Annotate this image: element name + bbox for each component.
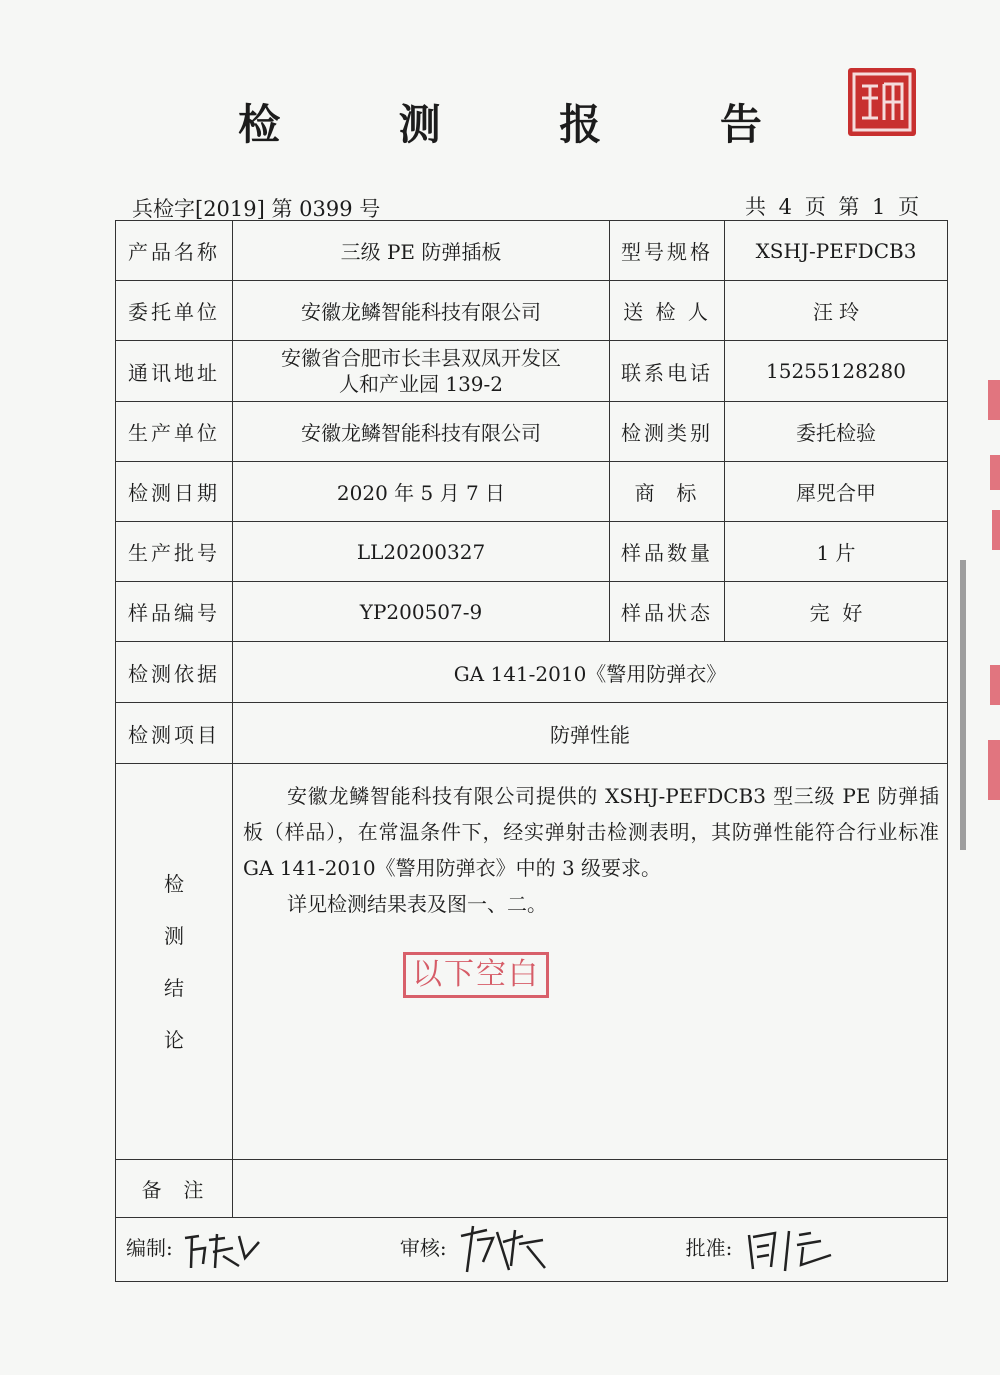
table-row	[116, 642, 948, 703]
basis-label: 检测依据	[116, 642, 233, 703]
conclusion-label-char: 结	[164, 975, 184, 1000]
model-value: XSHJ-PEFDCB3	[725, 221, 948, 281]
test-date-label: 检测日期	[116, 462, 233, 522]
batch-value: LL20200327	[233, 522, 610, 582]
brand-value: 犀兕合甲	[725, 462, 948, 522]
conclusion-label-char: 论	[164, 1027, 184, 1052]
table-row	[116, 764, 948, 1160]
signature-cell	[116, 1218, 948, 1282]
address-label: 通讯地址	[116, 341, 233, 402]
conclusion-label-char: 测	[164, 923, 184, 948]
item-value: 防弹性能	[233, 703, 948, 764]
compiled-by-label: 编制:	[126, 1236, 173, 1260]
report-title: 检 测 报 告	[238, 100, 814, 149]
signature-row	[116, 1218, 948, 1282]
conclusion-paragraph: 安徽龙鳞智能科技有限公司提供的 XSHJ-PEFDCB3 型三级 PE 防弹插板（样品），在常温条件下，经实弹射击检测表明，其防弹性能符合行业标准 GA 141-2010《警用防弹衣》中的 3 级要求。	[243, 784, 939, 880]
conclusion-text	[233, 764, 948, 1160]
remarks-value	[233, 1160, 948, 1218]
phone-value: 15255128280	[725, 341, 948, 402]
phone-label: 联系电话	[610, 341, 725, 402]
sample-state-label: 样品状态	[610, 582, 725, 642]
table-row	[116, 1160, 948, 1218]
sample-no-label: 样品编号	[116, 582, 233, 642]
table-row	[116, 281, 948, 341]
edge-seal-mark	[992, 510, 1000, 550]
address-line-2: 人和产业园 139-2	[338, 372, 503, 396]
table-row	[116, 462, 948, 522]
compiled-signature	[179, 1228, 269, 1272]
table-row	[116, 703, 948, 764]
remarks-label: 备 注	[116, 1160, 233, 1218]
quantity-value: 1 片	[725, 522, 948, 582]
approved-signature	[739, 1225, 849, 1275]
product-name-value: 三级 PE 防弹插板	[233, 221, 610, 281]
basis-value: GA 141-2010《警用防弹衣》	[233, 642, 948, 703]
manufacturer-value: 安徽龙鳞智能科技有限公司	[233, 402, 610, 462]
test-type-label: 检测类别	[610, 402, 725, 462]
table-row	[116, 402, 948, 462]
edge-seal-mark	[990, 455, 1000, 490]
page-info: 共 4 页 第 1 页	[745, 195, 920, 219]
batch-label: 生产批号	[116, 522, 233, 582]
sender-label: 送 检 人	[610, 281, 725, 341]
reviewed-signature	[453, 1222, 553, 1278]
address-line-1: 安徽省合肥市长丰县双凤开发区	[281, 346, 561, 370]
table-row	[116, 221, 948, 281]
test-date-value: 2020 年 5 月 7 日	[233, 462, 610, 522]
sample-state-value: 完 好	[725, 582, 948, 642]
reviewed-by-label: 审核:	[399, 1236, 447, 1260]
sender-value: 汪 玲	[725, 281, 948, 341]
conclusion-label	[116, 764, 233, 1160]
item-label: 检测项目	[116, 703, 233, 764]
edge-seal-mark	[988, 740, 1000, 800]
table-row	[116, 341, 948, 402]
address-value	[233, 341, 610, 402]
table-row	[116, 522, 948, 582]
edge-seal-mark	[990, 665, 1000, 705]
conclusion-detail-paragraph: 详见检测结果表及图一、二。	[287, 892, 547, 916]
conclusion-label-char: 检	[164, 871, 184, 896]
sample-no-value: YP200507-9	[233, 582, 610, 642]
brand-label: 商 标	[610, 462, 725, 522]
test-type-value: 委托检验	[725, 402, 948, 462]
approved-by-label: 批准:	[685, 1236, 733, 1260]
model-label: 型号规格	[610, 221, 725, 281]
blank-below-stamp: 以下空白	[403, 952, 549, 998]
product-name-label: 产品名称	[116, 221, 233, 281]
table-row	[116, 582, 948, 642]
scan-shadow	[960, 560, 966, 850]
manufacturer-label: 生产单位	[116, 402, 233, 462]
client-value: 安徽龙鳞智能科技有限公司	[233, 281, 610, 341]
document-number: 兵检字[2019] 第 0399 号	[132, 197, 381, 221]
client-label: 委托单位	[116, 281, 233, 341]
report-table	[115, 220, 948, 1282]
edge-seal-mark	[988, 380, 1000, 420]
quantity-label: 样品数量	[610, 522, 725, 582]
